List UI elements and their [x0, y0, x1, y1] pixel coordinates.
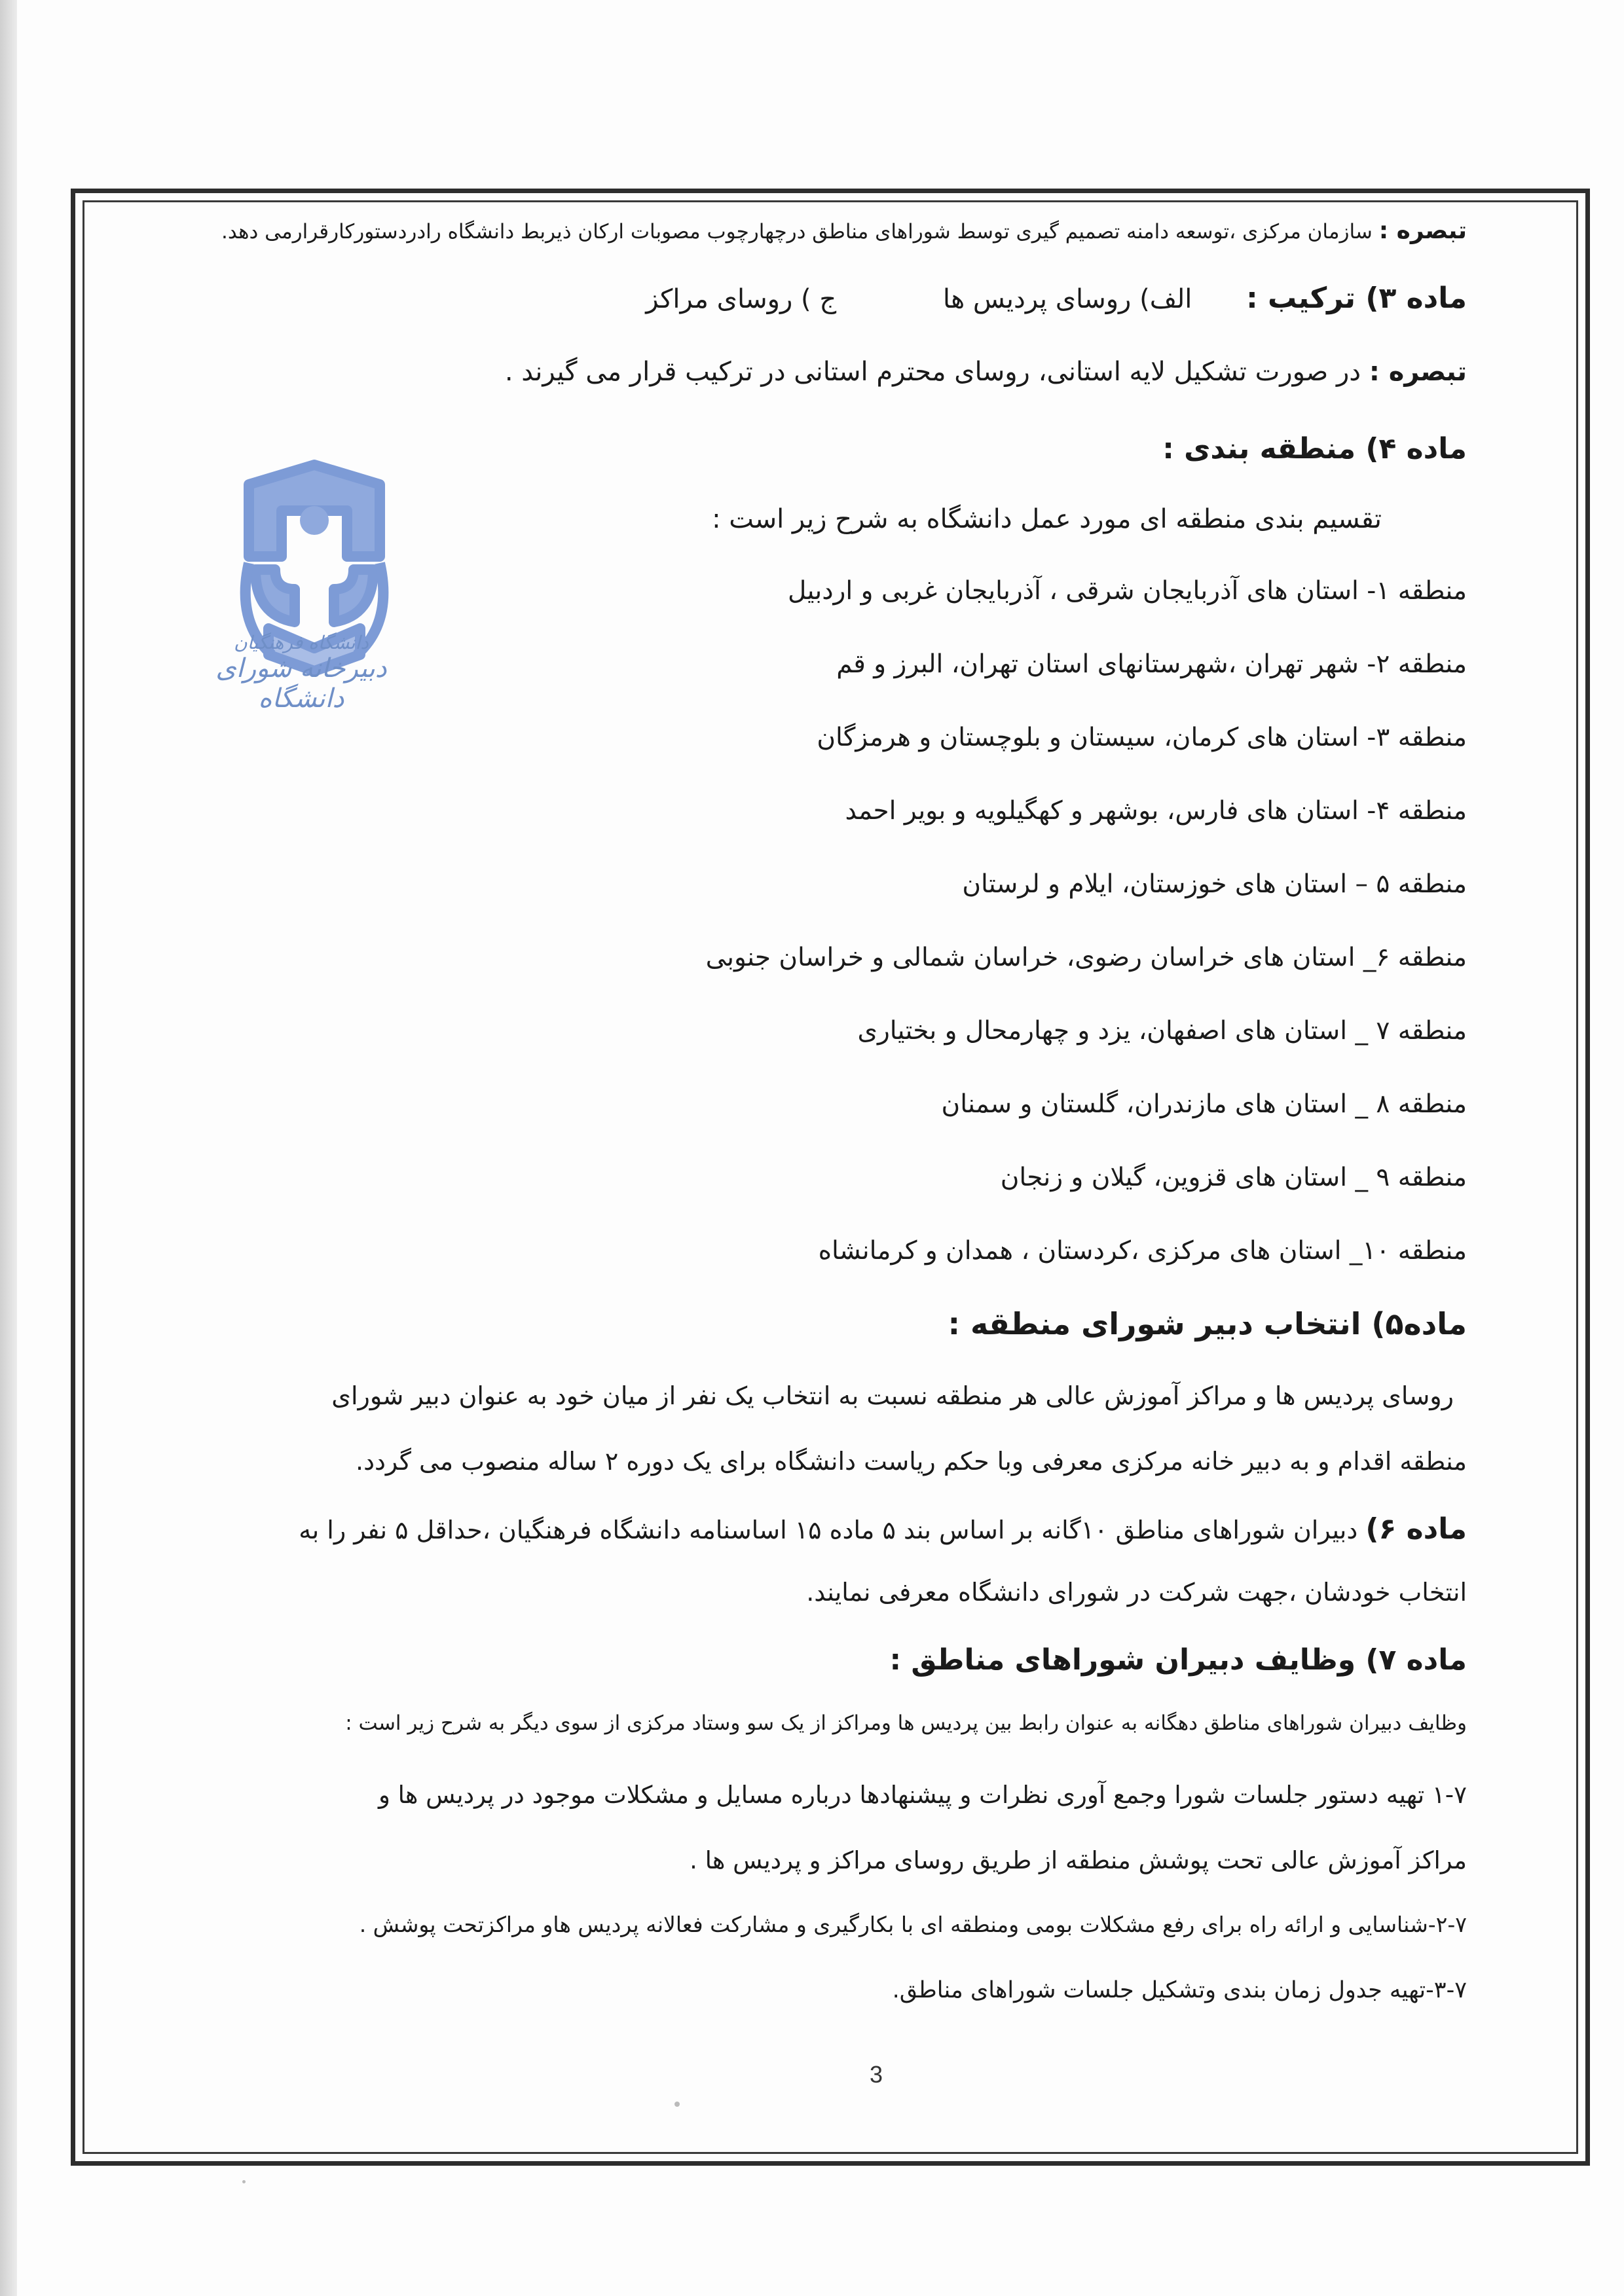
region-item: منطقه ۷ _ استان های اصفهان، یزد و چهارمحال و بختیاری — [857, 1016, 1467, 1046]
region-item: منطقه ۲- شهر تهران ،شهرستانهای استان تهران، البرز و قم — [836, 649, 1467, 679]
tabsare-2-label: تبصره : — [1369, 357, 1467, 387]
scan-edge-shadow — [0, 0, 17, 2296]
region-item: منطقه ۴- استان های فارس، بوشهر و کهگیلویه و بویر احمد — [845, 796, 1467, 826]
madde-3-item-c: ج ) روسای مراکز — [646, 284, 837, 314]
tabsare-1-line — [221, 217, 1467, 244]
madde-7-item-1-line-2: مراکز آموزش عالی تحت پوشش منطقه از طریق روسای مراکز و پردیس ها . — [690, 1846, 1467, 1874]
madde-4-intro: تقسیم بندی منطقه ای مورد عمل دانشگاه به شرح زیر است : — [712, 504, 1382, 534]
tabsare-1-label: تبصره : — [1378, 217, 1467, 244]
madde-5-line-1: روسای پردیس ها و مراکز آموزش عالی هر منطقه نسبت به انتخاب یک نفر از میان خود به عنوان دبیر شورای — [331, 1381, 1454, 1410]
madde-6-line-1 — [299, 1512, 1467, 1546]
logo-caption — [196, 632, 406, 714]
region-item: منطقه ۱۰_ استان های مرکزی ،کردستان ، همدان و کرمانشاه — [818, 1236, 1467, 1266]
madde-3-label: ماده ۳) ترکیب : — [1246, 282, 1467, 315]
madde-4-heading: ماده ۴) منطقه بندی : — [1162, 432, 1467, 465]
madde-7-item-3: ۳-۷-تهیه جدول زمان بندی وتشکیل جلسات شوراهای مناطق. — [892, 1977, 1467, 2003]
tabsare-1-text: سازمان مرکزی ،توسعه دامنه تصمیم گیری توسط شوراهای مناطق درچهارچوب مصوبات ارکان ذیربط دانشگاه رادردستورکارقرارمی دهد. — [221, 220, 1373, 244]
region-item: منطقه ۹ _ استان های قزوین، گیلان و زنجان — [1000, 1163, 1467, 1192]
madde-5-heading: ماده۵) انتخاب دبیر شورای منطقه : — [948, 1306, 1467, 1341]
scan-speck — [674, 2102, 680, 2107]
tabsare-2-line — [505, 357, 1467, 387]
tabsare-2-text: در صورت تشکیل لایه استانی، روسای محترم استانی در ترکیب قرار می گیرند . — [504, 357, 1361, 387]
logo-caption-line-2: دبیرخانه شورای دانشگاه — [215, 653, 387, 714]
madde-5-line-2: منطقه اقدام و به دبیر خانه مرکزی معرفی وبا حکم ریاست دانشگاه برای یک دوره ۲ ساله منصوب می گردد. — [355, 1447, 1467, 1476]
region-item: منطقه ۸ _ استان های مازندران، گلستان و سمنان — [941, 1089, 1467, 1119]
madde-6-label: ماده ۶) — [1365, 1512, 1467, 1546]
madde-6-text-1: دبیران شوراهای مناطق ۱۰گانه بر اساس بند ۵ ماده ۱۵ اساسنامه دانشگاه فرهنگیان ،حداقل ۵ نفر را به — [299, 1516, 1358, 1544]
madde-7-item-1-line-1: ۱-۷ تهیه دستور جلسات شورا وجمع آوری نظرات و پیشنهادها درباره مسایل و مشکلات موجود در پردیس ها و — [378, 1781, 1467, 1809]
madde-7-heading: ماده ۷) وظایف دبیران شوراهای مناطق : — [889, 1643, 1467, 1677]
region-item: منطقه ۶_ استان های خراسان رضوی، خراسان شمالی و خراسان جنوبی — [705, 943, 1467, 972]
region-item: منطقه ۳- استان های کرمان، سیستان و بلوچستان و هرمزگان — [817, 723, 1467, 752]
madde-3-item-a: الف) روسای پردیس ها — [942, 284, 1192, 314]
madde-7-intro: وظایف دبیران شوراهای مناطق دهگانه به عنوان رابط بین پردیس ها ومراکز از یک سو وستاد مرکزی از سوی دیگر به شرح زیر است : — [345, 1711, 1467, 1735]
logo-caption-line-1: دانشگاه فرهنگیان — [234, 632, 369, 653]
madde-3-line — [646, 282, 1467, 315]
madde-7-item-2: ۲-۷-شناسایی و ارائه راه برای رفع مشکلات بومی ومنطقه ای با بکارگیری و مشارکت فعالانه پردیس هاو مراکزتحت پوشش . — [359, 1912, 1467, 1937]
scan-speck — [242, 2180, 246, 2183]
region-item: منطقه ۵ – استان های خوزستان، ایلام و لرستان — [962, 869, 1467, 899]
page-number: 3 — [870, 2061, 883, 2088]
region-item: منطقه ۱- استان های آذربایجان شرقی ، آذربایجان غربی و اردبیل — [788, 576, 1467, 606]
madde-6-line-2: انتخاب خودشان ،جهت شرکت در شورای دانشگاه معرفی نمایند. — [806, 1578, 1467, 1607]
